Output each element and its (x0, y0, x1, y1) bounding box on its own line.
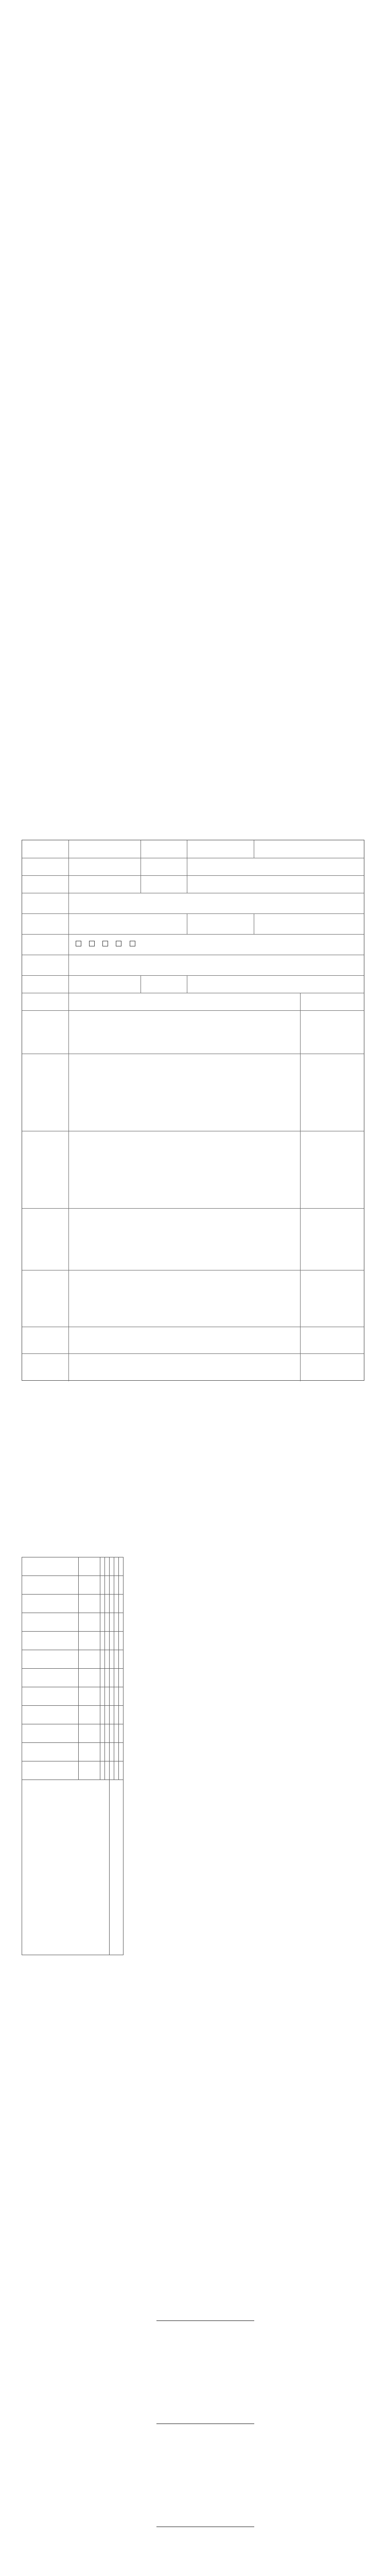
form-row-birth (22, 858, 364, 875)
col-2021 (100, 1557, 105, 1576)
col-indicator (22, 1557, 79, 1576)
criteria-4-label (22, 1209, 68, 1270)
checkbox-option-4[interactable] (116, 941, 121, 946)
form-row-address (22, 913, 364, 934)
stamp-row (22, 1780, 124, 1955)
field-industry[interactable] (254, 914, 364, 934)
formula-2 (22, 2401, 364, 2447)
photo-area (254, 840, 364, 858)
indicator-unit (79, 1650, 100, 1669)
indicator-row (22, 1724, 124, 1743)
field-position-date[interactable] (68, 876, 141, 893)
criteria-row-2 (22, 1054, 364, 1131)
criteria-5-content[interactable] (68, 1270, 300, 1327)
label-company (22, 893, 68, 913)
label-title-rank (141, 876, 187, 893)
field-company[interactable] (68, 893, 364, 913)
criteria-1-evidence (300, 1011, 364, 1054)
form-row-website (22, 955, 364, 975)
form-row-name (22, 840, 364, 858)
field-phone[interactable] (187, 976, 364, 993)
indicator-row (22, 1687, 124, 1706)
indicator-row (22, 1595, 124, 1613)
col-growth-rate (114, 1557, 119, 1576)
label-company-addr (22, 914, 68, 934)
label-position-date (22, 876, 68, 893)
label-birth (22, 858, 68, 875)
criteria-4-evidence (300, 1209, 364, 1270)
indicator-name (22, 1576, 79, 1595)
criteria-5-evidence (300, 1270, 364, 1327)
form-row-ownership (22, 934, 364, 955)
field-name[interactable] (68, 840, 141, 858)
criteria-row-7 (22, 1353, 364, 1381)
label-name (22, 840, 68, 858)
form-row-company (22, 893, 364, 913)
criteria-2-content[interactable] (68, 1054, 300, 1131)
form-row-position (22, 875, 364, 893)
field-title-rank[interactable] (187, 876, 254, 893)
col-growth-avg (119, 1557, 124, 1576)
label-contact (22, 976, 68, 993)
indicator-row (22, 1669, 124, 1687)
criteria-row-3 (22, 1131, 364, 1208)
indicator-name (22, 1743, 79, 1761)
indicator-unit (79, 1595, 100, 1613)
indicator-unit (79, 1743, 100, 1761)
application-form (22, 840, 364, 1381)
criteria-3-evidence (300, 1131, 364, 1208)
indicator-unit (79, 1669, 100, 1687)
formula-1-fraction-bar (156, 2320, 254, 2321)
criteria-5-label (22, 1270, 68, 1327)
indicator-row (22, 1761, 124, 1780)
criteria-7-content[interactable] (68, 1354, 300, 1381)
indicator-unit (79, 1687, 100, 1706)
indicator-header-row (22, 1557, 124, 1576)
criteria-3-label (22, 1131, 68, 1208)
label-gender (141, 840, 187, 858)
indicator-row (22, 1650, 124, 1669)
ownership-options (68, 935, 364, 955)
indicator-name (22, 1632, 79, 1650)
form-row-contact (22, 975, 364, 993)
header-content (68, 993, 300, 1010)
indicator-unit (79, 1706, 100, 1724)
indicator-name (22, 1669, 79, 1687)
formula-3 (22, 2504, 364, 2550)
stamp-note (22, 1780, 110, 1955)
label-phone (141, 976, 187, 993)
formula-1 (22, 2298, 364, 2344)
field-gender[interactable] (187, 840, 254, 858)
field-company-addr[interactable] (68, 914, 187, 934)
form-row-criteria-header (22, 993, 364, 1010)
indicator-name (22, 1613, 79, 1632)
indicator-name (22, 1687, 79, 1706)
indicator-name (22, 1724, 79, 1743)
label-party (141, 858, 187, 875)
criteria-row-1 (22, 1010, 364, 1054)
checkbox-option-3[interactable] (102, 941, 108, 946)
indicator-row (22, 1706, 124, 1724)
criteria-7-label (22, 1354, 68, 1381)
criteria-4-content[interactable] (68, 1209, 300, 1270)
indicator-row (22, 1632, 124, 1650)
checkbox-option-1[interactable] (76, 941, 81, 946)
field-party[interactable] (187, 858, 254, 875)
indicator-name (22, 1650, 79, 1669)
criteria-2-evidence (300, 1054, 364, 1131)
criteria-row-4 (22, 1208, 364, 1270)
col-2023 (110, 1557, 114, 1576)
indicator-name (22, 1706, 79, 1724)
field-contact[interactable] (68, 976, 141, 993)
col-2022 (105, 1557, 110, 1576)
indicator-unit (79, 1576, 100, 1595)
formula-section (22, 2251, 364, 2576)
indicator-unit (79, 1761, 100, 1780)
attachment-2 (22, 792, 364, 1472)
indicator-unit (79, 1724, 100, 1743)
criteria-1-label (22, 1011, 68, 1054)
header-project (22, 993, 68, 1010)
col-unit (79, 1557, 100, 1576)
label-ownership (22, 935, 68, 955)
criteria-6-content[interactable] (68, 1327, 300, 1353)
attachment-1 (22, 9, 364, 741)
header-evidence (300, 993, 364, 1010)
criteria-2-label (22, 1054, 68, 1131)
checkbox-option-2[interactable] (89, 941, 95, 946)
criteria-7-evidence (300, 1354, 364, 1381)
checkbox-option-5[interactable] (130, 941, 135, 946)
field-website[interactable] (68, 955, 364, 975)
attachment-3 (22, 1510, 364, 2174)
field-birth[interactable] (68, 858, 141, 875)
indicator-row (22, 1613, 124, 1632)
indicator-unit (79, 1632, 100, 1650)
criteria-6-evidence (300, 1327, 364, 1353)
criteria-6-label (22, 1327, 68, 1353)
indicator-row (22, 1743, 124, 1761)
indicator-table (22, 1557, 124, 1955)
indicator-unit (79, 1613, 100, 1632)
criteria-3-content[interactable] (68, 1131, 300, 1208)
indicator-name (22, 1761, 79, 1780)
stamp-signature (110, 1780, 124, 1955)
criteria-row-5 (22, 1270, 364, 1327)
indicator-row (22, 1576, 124, 1595)
label-industry (187, 914, 254, 934)
criteria-1-content[interactable] (68, 1011, 300, 1054)
label-website (22, 955, 68, 975)
criteria-row-6 (22, 1327, 364, 1353)
indicator-name (22, 1595, 79, 1613)
